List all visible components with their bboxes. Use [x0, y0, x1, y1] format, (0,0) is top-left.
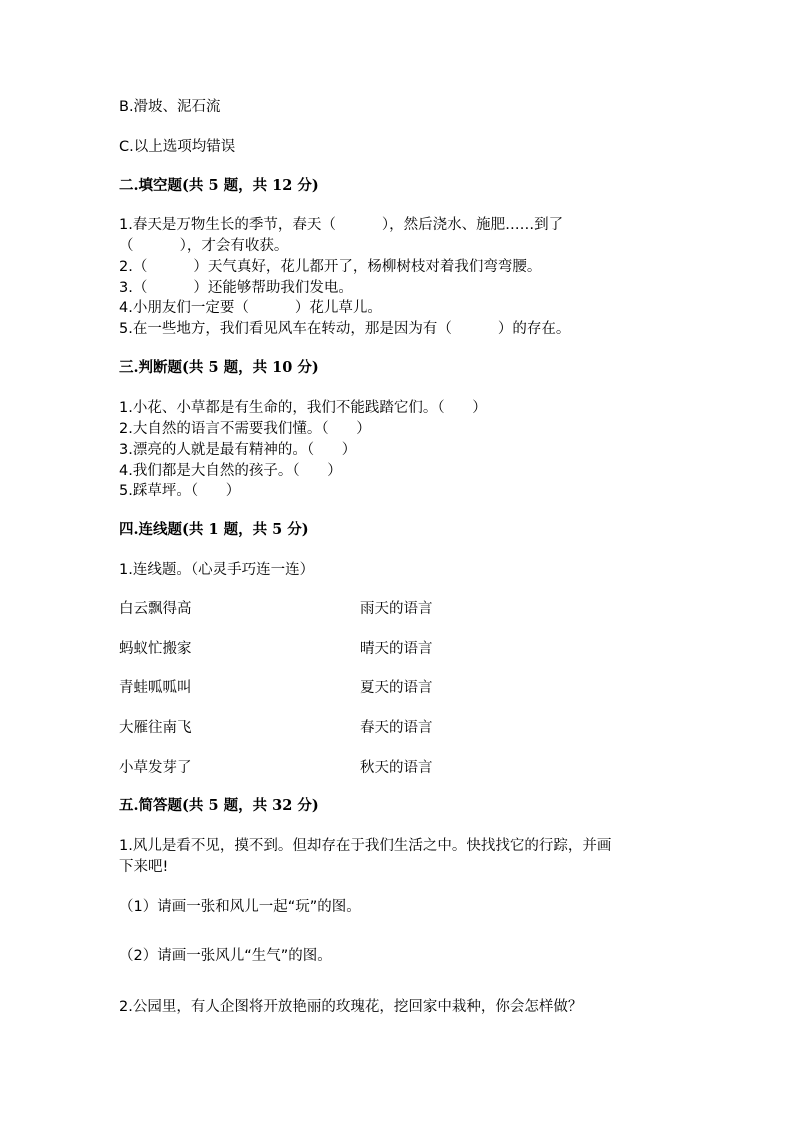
true-false-item: 1.小花、小草都是有生命的，我们不能践踏它们。（ ）: [119, 400, 487, 416]
fill-blank-item: 1.春天是万物生长的季节，春天（ ），然后浇水、施肥……到了: [119, 217, 564, 233]
short-answer-question: 1.风儿是看不见，摸不到。但却存在于我们生活之中。快找找它的行踪，并画: [119, 838, 612, 854]
section-heading-true-false: 三.判断题(共 5 题，共 10 分): [119, 359, 319, 376]
short-answer-subquestion: （1）请画一张和风儿一起“玩”的图。: [119, 899, 361, 915]
matching-right-item: 雨天的语言: [360, 601, 433, 617]
matching-left-item: 青蛙呱呱叫: [119, 680, 192, 696]
true-false-item: 5.踩草坪。（ ）: [119, 483, 241, 499]
fill-blank-item: 3.（ ）还能够帮助我们发电。: [119, 280, 353, 296]
matching-left-item: 白云飘得高: [119, 601, 192, 617]
matching-left-item: 大雁往南飞: [119, 720, 192, 736]
fill-blank-item: 4.小朋友们一定要（ ）花儿草儿。: [119, 300, 382, 316]
true-false-item: 3.漂亮的人就是最有精神的。（ ）: [119, 442, 357, 458]
short-answer-question-continued: 下来吧!: [119, 859, 169, 875]
short-answer-subquestion: （2）请画一张风儿“生气”的图。: [119, 948, 332, 964]
section-heading-short-answer: 五.简答题(共 5 题，共 32 分): [119, 797, 319, 814]
matching-right-item: 夏天的语言: [360, 680, 433, 696]
option-b: B.滑坡、泥石流: [119, 99, 221, 115]
matching-right-item: 秋天的语言: [360, 760, 433, 776]
matching-right-item: 晴天的语言: [360, 641, 433, 657]
true-false-item: 2.大自然的语言不需要我们懂。（ ）: [119, 421, 371, 437]
fill-blank-item: 5.在一些地方，我们看见风车在转动，那是因为有（ ）的存在。: [119, 321, 571, 337]
matching-question: 1.连线题。（心灵手巧连一连）: [119, 562, 315, 578]
section-heading-fill-blank: 二.填空题(共 5 题，共 12 分): [119, 177, 319, 194]
matching-right-item: 春天的语言: [360, 720, 433, 736]
true-false-item: 4.我们都是大自然的孩子。（ ）: [119, 463, 342, 479]
option-c: C.以上选项均错误: [119, 139, 236, 155]
fill-blank-item: （ ），才会有收获。: [119, 238, 289, 254]
short-answer-question: 2.公园里，有人企图将开放艳丽的玫瑰花，挖回家中栽种，你会怎样做？: [119, 999, 583, 1015]
fill-blank-item: 2.（ ）天气真好，花儿都开了，杨柳树枝对着我们弯弯腰。: [119, 259, 542, 275]
matching-left-item: 蚂蚁忙搬家: [119, 641, 192, 657]
section-heading-matching: 四.连线题(共 1 题，共 5 分): [119, 521, 309, 538]
matching-left-item: 小草发芽了: [119, 760, 192, 776]
